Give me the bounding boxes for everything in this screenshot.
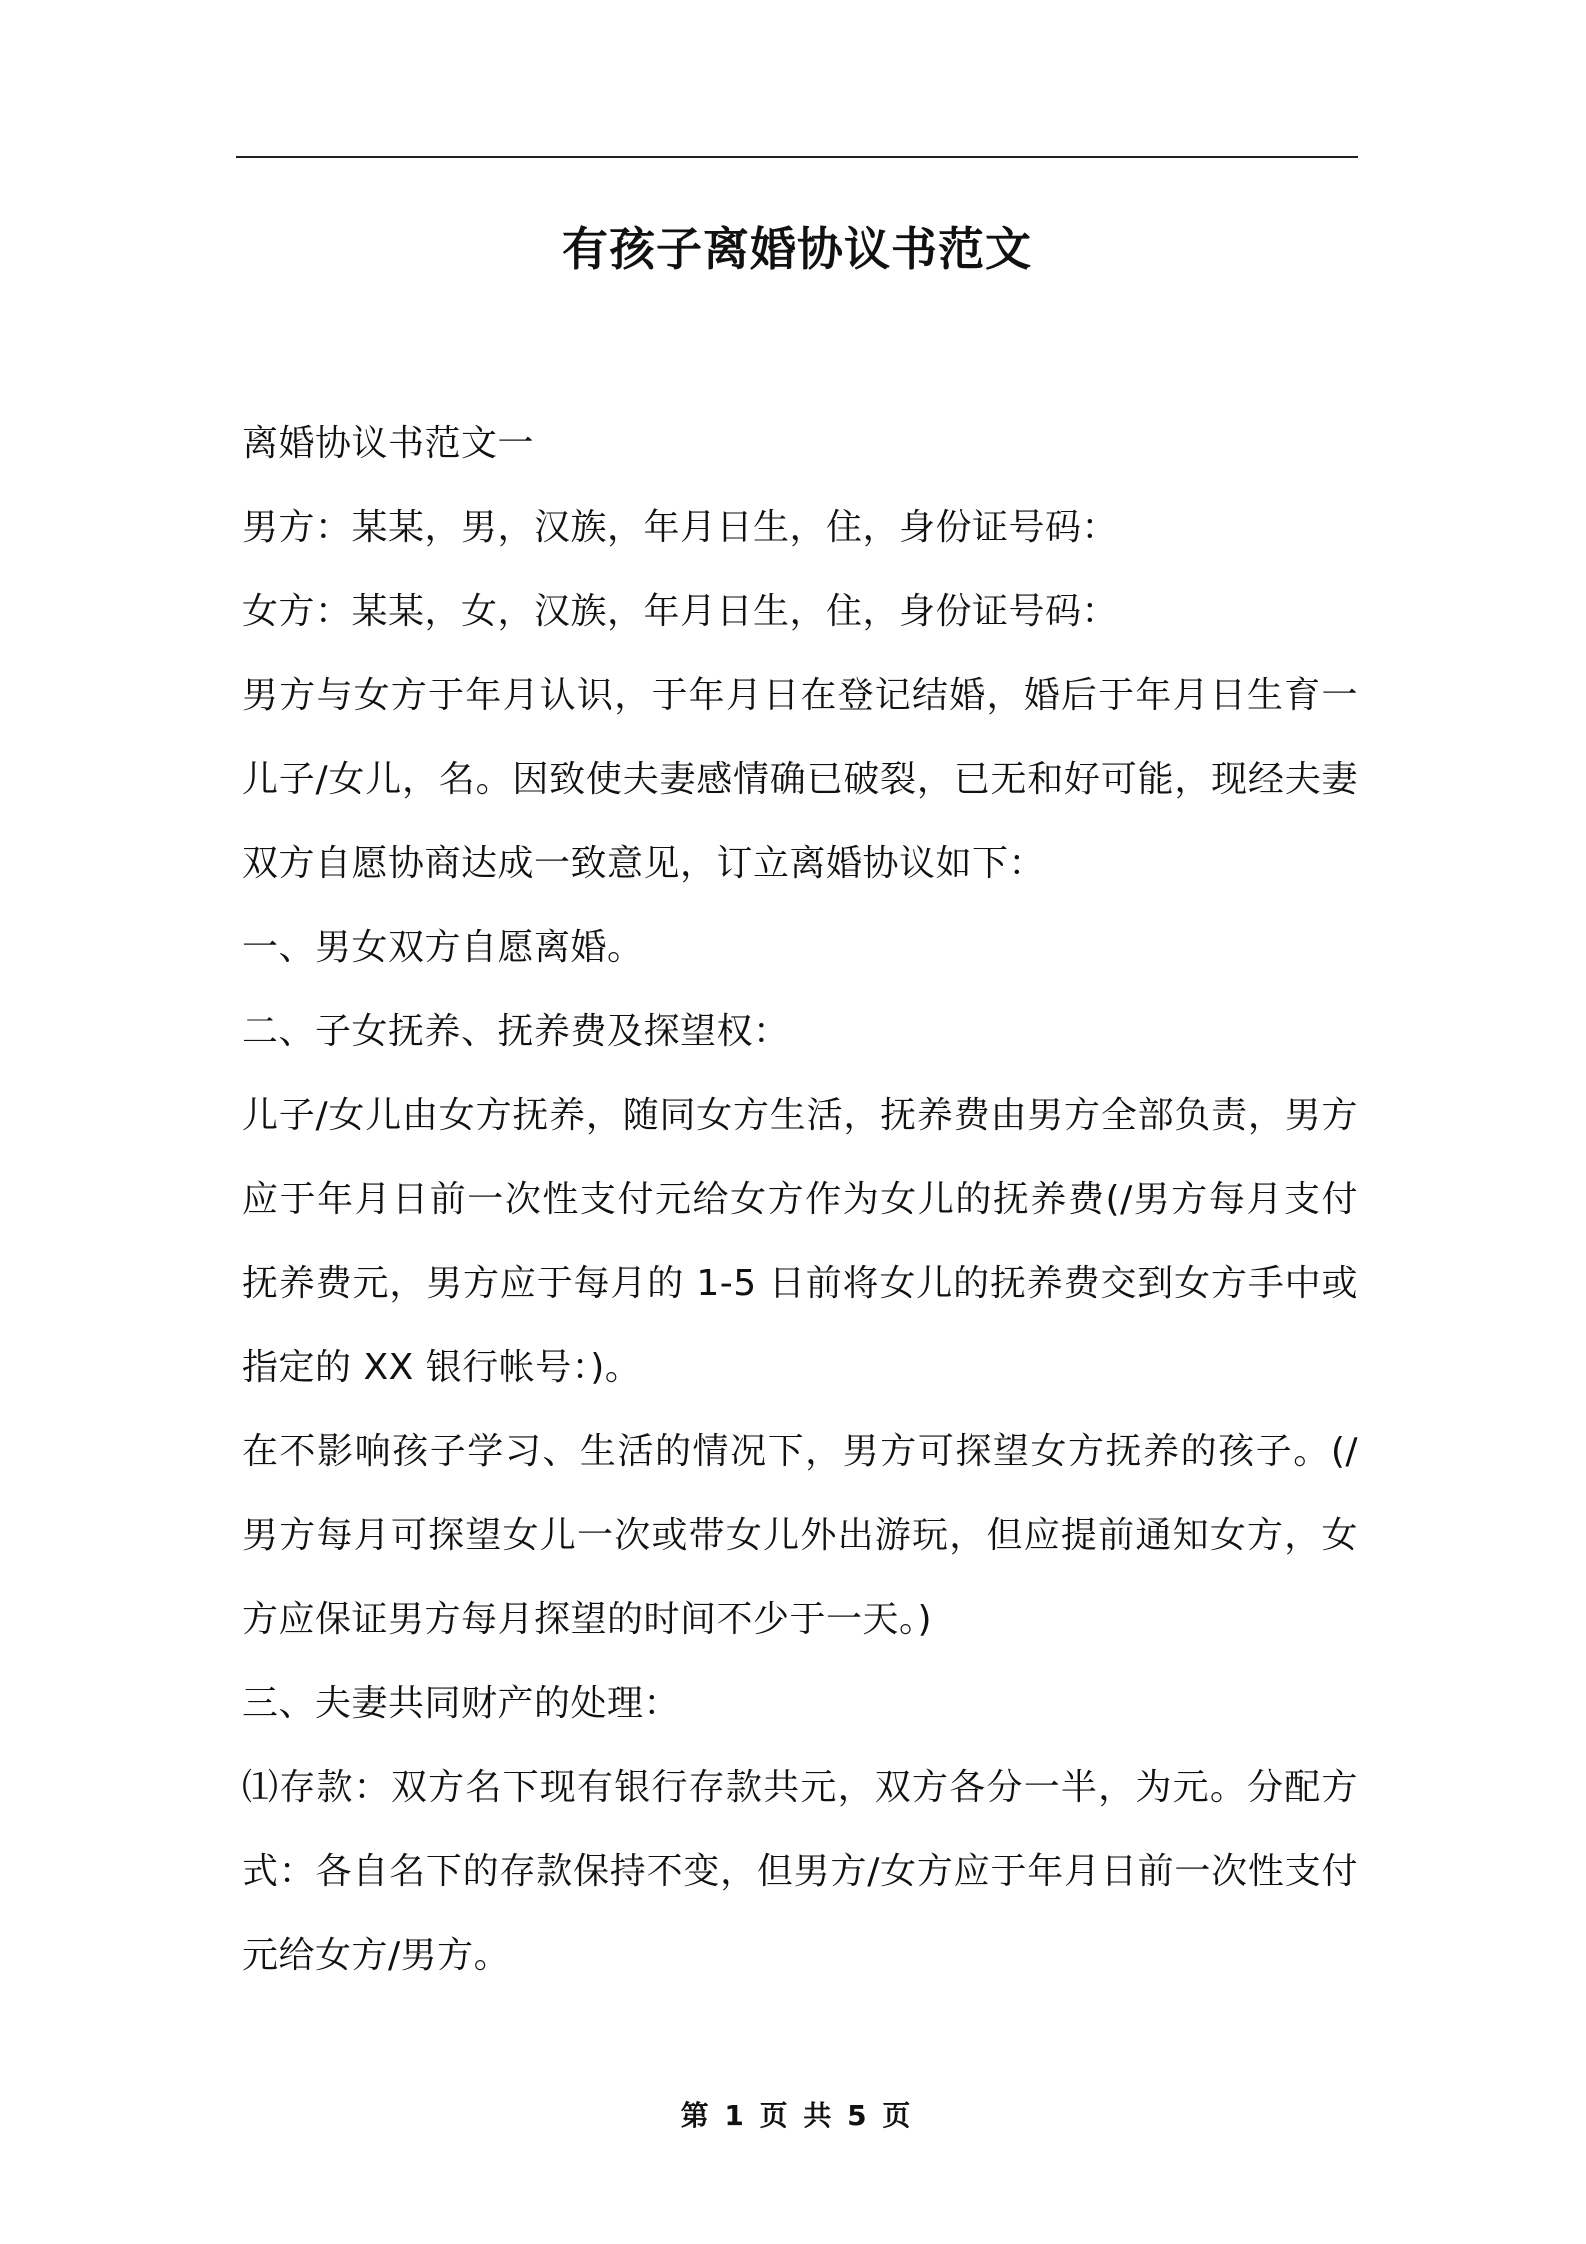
paragraph-heading: 离婚协议书范文一 <box>242 423 535 464</box>
paragraph-clause-3-heading: 三、夫妻共同财产的处理： <box>242 1683 681 1724</box>
paragraph-clause-1: 一、男女双方自愿离婚。 <box>242 927 644 968</box>
document-title: 有孩子离婚协议书范文 <box>562 222 1032 276</box>
header-rule <box>236 156 1358 158</box>
paragraph-background: 男方与女方于年月认识，于年月日在登记结婚，婚后于年月日生育一儿子/女儿，名。因致使夫妻感情确已破裂，已无和好可能，现经夫妻双方自愿协商达成一致意见，订立离婚协议如下： <box>242 675 1358 884</box>
paragraph-savings: ⑴存款：双方名下现有银行存款共元，双方各分一半，为元。分配方式：各自名下的存款保持不变，但男方/女方应于年月日前一次性支付元给女方/男方。 <box>242 1767 1358 1976</box>
page-number-footer: 第 1 页 共 5 页 <box>680 2099 914 2132</box>
paragraph-male-party: 男方：某某，男，汉族，年月日生，住，身份证号码： <box>242 507 1119 548</box>
document-body <box>242 402 1358 1998</box>
paragraph-clause-2-heading: 二、子女抚养、抚养费及探望权： <box>242 1011 790 1052</box>
paragraph-visitation: 在不影响孩子学习、生活的情况下，男方可探望女方抚养的孩子。(/男方每月可探望女儿一次或带女儿外出游玩，但应提前通知女方，女方应保证男方每月探望的时间不少于一天。) <box>242 1431 1358 1640</box>
paragraph-child-support: 儿子/女儿由女方抚养，随同女方生活，抚养费由男方全部负责，男方应于年月日前一次性支付元给女方作为女儿的抚养费(/男方每月支付抚养费元，男方应于每月的 1-5 日前将女儿的抚养费交到女方手中或指定的 XX 银行帐号：)。 <box>242 1095 1358 1388</box>
paragraph-female-party: 女方：某某，女，汉族，年月日生，住，身份证号码： <box>242 591 1119 632</box>
